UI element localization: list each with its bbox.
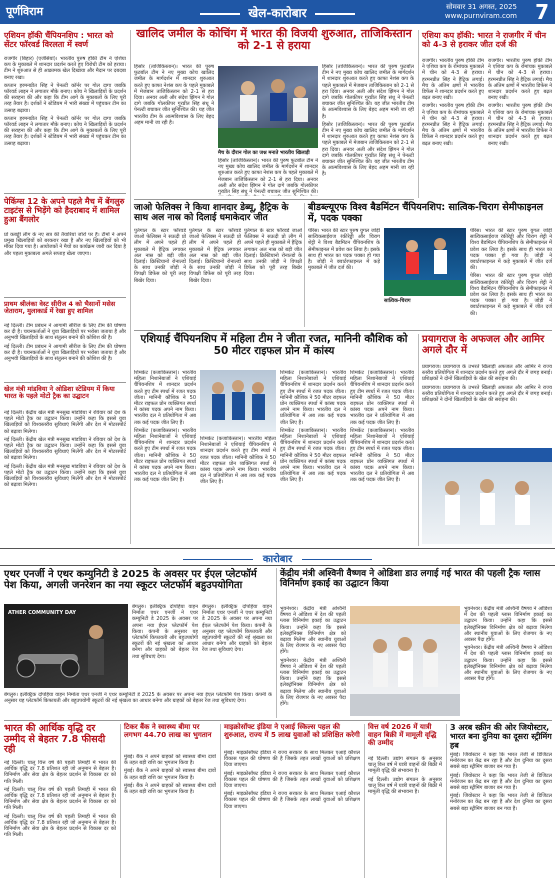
inauguration-illustration bbox=[350, 606, 460, 716]
shooters-illustration bbox=[200, 370, 276, 432]
article-body-repeat: राजगीर। भारतीय पुरुष हॉकी टीम ने एशिया कप के रोमांचक मुकाबले में चीन को 4-3 से हराया। हरमनप्रीत सिंह ने हैट्रिक लगाई। मैच के अंतिम क्षणों में भारतीय डिफेंस ने शानदार प्रदर्शन करते हुए बढ़त बनाए रखी। bbox=[422, 103, 484, 147]
divider bbox=[4, 297, 126, 298]
business-section-title: कारोबार bbox=[0, 551, 555, 565]
section-title: खेल-कारोबार bbox=[0, 4, 555, 21]
football-photo-caption: मैच के दौरान गोल का जश्न मनाते भारतीय खिलाड़ी bbox=[218, 150, 310, 156]
headline-jiostar: 3 अरब स्क्रीन की ओर जियोस्टार, भारत बना दुनिया का दूसरा स्ट्रीमिंग हब bbox=[450, 723, 552, 750]
article-vaishnaw-col3 bbox=[464, 606, 552, 716]
page-header bbox=[0, 0, 555, 24]
article-body-repeat: भुवनेश्वर। केंद्रीय मंत्री अश्विनी वैष्णव ने ओडिशा में देश की पहली ग्लास विनिर्माण इकाई का उद्घाटन किया। उन्होंने कहा कि इससे इलेक्ट्रॉनिक्स विनिर्माण क्षेत्र को बढ़ावा मिलेगा और स्थानीय युवाओं के लिए रोजगार के नए अवसर पैदा होंगे। bbox=[280, 657, 346, 708]
article-body: बेंगलुरु। इलेक्ट्रिक दोपहिया वाहन निर्माता एथर एनर्जी ने एथर कम्युनिटी डे 2025 के अवसर पर अपना नया ईएल प्लेटफॉर्म पेश किया। कंपनी के अनुसार यह प्लेटफॉर्म किफायती और बहुउपयोगी स्कूटरों की नई श्रृंखला का आधार बनेगा और ग्राहकों को बेहतर रेंज तथा सुविधाएं देगा। bbox=[202, 604, 272, 654]
headline-asia-cup: एशिया कप हॉकी: भारत ने राजगीर में चीन को 4-3 से हराकर जीत दर्ज की bbox=[422, 31, 547, 49]
article-body: शिमकेंट (कजाकिस्तान)। भारतीय महिला निशानेबाजों ने एशियाई चैंपियनशिप में शानदार प्रदर्शन करते हुए टीम स्पर्धा में रजत पदक जीता। मानिनी कौशिक ने 50 मीटर राइफल प्रोन व्यक्तिगत स्पर्धा में कांस्य पदक अपने नाम किया। भारतीय दल ने प्रतियोगिता में अब तक कई पदक जीत लिए हैं। bbox=[280, 370, 346, 426]
scooter-illustration bbox=[4, 604, 128, 688]
column-rule bbox=[418, 334, 419, 546]
article-jiostar bbox=[450, 752, 552, 878]
article-body-repeat: नई दिल्ली। केंद्रीय खेल मंत्री मनसुख मांडविया ने रविवार को देश के पहले मोटो ट्रैक का उद्घाटन किया। उन्होंने कहा कि इससे युवा खिलाड़ियों को विश्वस्तरीय सुविधाएं मिलेंगी और देश में मोटरस्पोर्ट को बढ़ावा मिलेगा। bbox=[4, 463, 126, 489]
headline-football: खालिद जमील के कोचिंग में भारत की विजयी शुरुआत, ताजिकिस्तान को 2-1 से हराया bbox=[136, 27, 412, 53]
divider bbox=[4, 193, 126, 194]
article-hockey-gold bbox=[4, 56, 126, 190]
article-vehicle-sales bbox=[368, 756, 442, 878]
article-kabaddi bbox=[4, 232, 126, 294]
business-section-band bbox=[0, 548, 555, 566]
article-body: हिसोर (ताजिकिस्तान)। भारत की पुरुष फुटबॉल टीम ने नए मुख्य कोच खालिद जमील के मार्गदर्शन में शानदार शुरुआत करते हुए काफा नेशंस कप के पहले मुकाबले में मेजबान ताजिकिस्तान को 2-1 से हरा दिया। अनवर अली और संदेश झिंगन ने गोल दागे जबकि गोलकीपर गुरप्रीत सिंह संधू ने पेनल्टी बचाकर जीत सुनिश्चित की। bbox=[218, 158, 318, 196]
article-body: नई दिल्ली। टीम प्रबंधन ने आगामी सीरीज के लिए टीम की घोषणा कर दी है। चयनकर्ताओं ने युवा खिलाड़ियों पर भरोसा जताया है और अनुभवी खिलाड़ियों के साथ संतुलन बनाने की कोशिश की है। bbox=[4, 323, 126, 342]
article-felix-col3 bbox=[244, 228, 302, 326]
article-gdp bbox=[4, 760, 116, 878]
article-body: राजगीर। भारतीय पुरुष हॉकी टीम ने एशिया कप के रोमांचक मुकाबले में चीन को 4-3 से हराया। हरमनप्रीत सिंह ने हैट्रिक लगाई। मैच के अंतिम क्षणों में भारतीय डिफेंस ने शानदार प्रदर्शन करते हुए बढ़त बनाए रखी। bbox=[422, 58, 484, 102]
article-body-repeat: हिसोर (ताजिकिस्तान)। भारत की पुरुष फुटबॉल टीम ने नए मुख्य कोच खालिद जमील के मार्गदर्शन में शानदार शुरुआत करते हुए काफा नेशंस कप के पहले मुकाबले में मेजबान ताजिकिस्तान को 2-1 से हरा दिया। अनवर अली और संदेश झिंगन ने गोल दागे जबकि गोलकीपर गुरप्रीत सिंह संधू ने पेनल्टी बचाकर जीत सुनिश्चित की। यह जीत भारतीय टीम के आत्मविश्वास के लिए बेहद अहम मानी जा रही है। bbox=[322, 121, 414, 178]
article-body-repeat: मुंबई। बैंक ने अपने ग्राहकों को स्वास्थ्य बीमा दावों के तहत बड़ी राशि का भुगतान किया है। bbox=[124, 782, 216, 796]
column-rule bbox=[304, 203, 305, 327]
article-body: प्रो कबड्डी लीग के नए सत्र की तैयारियां जोरों पर हैं। टीमों ने अपने प्रमुख खिलाड़ियों को बरकरार रखा है और नए खिलाड़ियों को भी मौका दिया गया है। आयोजकों ने मैचों का कार्यक्रम जारी कर दिया है और पहला मुकाबला अगले सप्ताह खेला जाएगा। bbox=[4, 232, 126, 257]
article-body-repeat: प्रयागराज। प्रयागराज के उभरते खिलाड़ी अफजल और आमिर ने राज्य स्तरीय प्रतियोगिता में शानदार प्रदर्शन करते हुए अगले दौर में जगह बनाई। प्रशिक्षकों ने दोनों खिलाड़ियों के खेल की सराहना की। bbox=[422, 384, 552, 404]
article-body-repeat: राजगीर। भारतीय पुरुष हॉकी टीम ने एशिया कप के रोमांचक मुकाबले में चीन को 4-3 से हराया। हरमनप्रीत सिंह ने हैट्रिक लगाई। मैच के अंतिम क्षणों में भारतीय डिफेंस ने शानदार प्रदर्शन करते हुए बढ़त बनाए रखी। bbox=[488, 103, 552, 147]
ather-photo bbox=[4, 604, 128, 688]
article-body-repeat: मुंबई। माइक्रोसॉफ्ट इंडिया ने राज्य सरकार के साथ मिलकर एआई कौशल विकास पहल की घोषणा की है जिसके तहत लाखों युवाओं को प्रशिक्षण दिया जाएगा। bbox=[224, 791, 360, 810]
article-ather-footer bbox=[4, 692, 272, 716]
article-felix-col2 bbox=[189, 228, 241, 326]
football-photo bbox=[218, 66, 318, 148]
article-football-col2 bbox=[218, 158, 318, 196]
article-body-repeat: भुवनेश्वर। केंद्रीय मंत्री अश्विनी वैष्णव ने ओडिशा में देश की पहली ग्लास विनिर्माण इकाई का उद्घाटन किया। उन्होंने कहा कि इससे इलेक्ट्रॉनिक्स विनिर्माण क्षेत्र को बढ़ावा मिलेगा और स्थानीय युवाओं के लिए रोजगार के नए अवसर पैदा होंगे। bbox=[464, 645, 552, 683]
article-body: बेंगलुरु। इलेक्ट्रिक दोपहिया वाहन निर्माता एथर एनर्जी ने एथर कम्युनिटी डे 2025 के अवसर पर अपना नया ईएल प्लेटफॉर्म पेश किया। कंपनी के अनुसार यह प्लेटफॉर्म किफायती और बहुउपयोगी स्कूटरों की नई श्रृंखला का आधार बनेगा और ग्राहकों को बेहतर रेंज तथा सुविधाएं देगा। bbox=[132, 604, 198, 660]
headline-shooting: एशियाई चैंपियनशिप में महिला टीम ने जीता रजत, मानिनी कौशिक को 50 मीटर राइफल प्रोन में कांस्य bbox=[140, 333, 408, 357]
article-body: मुंबई। बैंक ने अपने ग्राहकों को स्वास्थ्य बीमा दावों के तहत बड़ी राशि का भुगतान किया है। bbox=[124, 754, 216, 767]
headline-hockey-gold: एशियन हॉकी चैंपियनशिप : भारत को सेंटर फॉरवर्ड विरलता में स्वर्ण bbox=[4, 31, 114, 49]
headline-vehicle-sales: वित्त वर्ष 2026 में यात्री वाहन बिक्री में मामूली वृद्धि की उम्मीद bbox=[368, 723, 437, 747]
article-body: पुर्तगाल के स्टार फॉरवर्ड जाओ फेलिक्स ने सऊदी प्रो लीग में अपने पहले ही मुकाबले में हैट्रिक लगाकर अल नास्र को बड़ी जीत दिलाई। क्रिस्टियानो रोनाल्डो के साथ उनकी जोड़ी ने विपक्षी डिफेंस को पूरी तरह बिखेर दिया। bbox=[244, 228, 302, 278]
article-asia-cup-col1 bbox=[422, 58, 484, 196]
article-shooting-col1 bbox=[134, 370, 196, 546]
badminton-players-illustration bbox=[384, 228, 466, 296]
article-body-repeat: नई दिल्ली। चालू वित्त वर्ष की पहली तिमाही में भारत की आर्थिक वृद्धि दर 7.8 प्रतिशत रही जो अनुमान से बेहतर है। विनिर्माण और सेवा क्षेत्र के बेहतर प्रदर्शन से विकास दर को गति मिली। bbox=[4, 786, 116, 812]
column-rule bbox=[446, 724, 447, 878]
players-illustration bbox=[218, 66, 318, 148]
column-rule bbox=[276, 568, 277, 718]
article-body: शिमकेंट (कजाकिस्तान)। भारतीय महिला निशानेबाजों ने एशियाई चैंपियनशिप में शानदार प्रदर्शन करते हुए टीम स्पर्धा में रजत पदक जीता। मानिनी कौशिक ने 50 मीटर राइफल प्रोन व्यक्तिगत स्पर्धा में कांस्य पदक अपने नाम किया। भारतीय दल ने प्रतियोगिता में अब तक कई पदक जीत लिए हैं। bbox=[350, 370, 414, 426]
headline-badminton: बीडब्ल्यूएफ विश्व बैडमिंटन चैंपियनशिप: सात्विक-चिराग सेमीफाइनल में, पदक पक्का bbox=[308, 202, 544, 224]
column-rule bbox=[418, 30, 419, 198]
article-series bbox=[4, 323, 126, 379]
header-date-block bbox=[445, 3, 517, 21]
badminton-photo bbox=[384, 228, 466, 296]
article-body: हिसोर (ताजिकिस्तान)। भारत की पुरुष फुटबॉल टीम ने नए मुख्य कोच खालिद जमील के मार्गदर्शन में शानदार शुरुआत करते हुए काफा नेशंस कप के पहले मुकाबले में मेजबान ताजिकिस्तान को 2-1 से हरा दिया। अनवर अली और संदेश झिंगन ने गोल दागे जबकि गोलकीपर गुरप्रीत सिंह संधू ने पेनल्टी बचाकर जीत सुनिश्चित की। यह जीत भारतीय टीम के आत्मविश्वास के लिए बेहद अहम मानी जा रही है। bbox=[322, 64, 414, 120]
article-badminton-col3 bbox=[470, 228, 552, 326]
article-body: बेंगलुरु। इलेक्ट्रिक दोपहिया वाहन निर्माता एथर एनर्जी ने एथर कम्युनिटी डे 2025 के अवसर पर अपना नया ईएल प्लेटफॉर्म पेश किया। कंपनी के अनुसार यह प्लेटफॉर्म किफायती और बहुउपयोगी स्कूटरों की नई श्रृंखला का आधार बनेगा और ग्राहकों को बेहतर रेंज तथा सुविधाएं देगा। bbox=[4, 692, 272, 705]
article-shooting-col2 bbox=[200, 436, 276, 546]
article-shooting-col3 bbox=[280, 370, 346, 546]
article-lead: राजगीर (बिहार) (एजेंसियां)। भारतीय पुरुष हॉकी टीम ने एशिया कप के मुकाबले में शानदार प्रदर्शन करते हुए विरोधी टीम को हराया। टीम ने शुरुआत से ही आक्रामक खेल दिखाया और मैदान पर दबदबा बनाए रखा। bbox=[4, 56, 126, 81]
article-body-repeat: शिमकेंट (कजाकिस्तान)। भारतीय महिला निशानेबाजों ने एशियाई चैंपियनशिप में शानदार प्रदर्शन करते हुए टीम स्पर्धा में रजत पदक जीता। मानिनी कौशिक ने 50 मीटर राइफल प्रोन व्यक्तिगत स्पर्धा में कांस्य पदक अपने नाम किया। भारतीय दल ने प्रतियोगिता में अब तक कई पदक जीत लिए हैं। bbox=[350, 427, 414, 484]
article-body: भुवनेश्वर। केंद्रीय मंत्री अश्विनी वैष्णव ने ओडिशा में देश की पहली ग्लास विनिर्माण इकाई का उद्घाटन किया। उन्होंने कहा कि इससे इलेक्ट्रॉनिक्स विनिर्माण क्षेत्र को बढ़ावा मिलेगा और स्थानीय युवाओं के लिए रोजगार के नए अवसर पैदा होंगे। bbox=[280, 606, 346, 656]
article-body-repeat: नई दिल्ली। टीम प्रबंधन ने आगामी सीरीज के लिए टीम की घोषणा कर दी है। चयनकर्ताओं ने युवा खिलाड़ियों पर भरोसा जताया है और अनुभवी खिलाड़ियों के साथ संतुलन बनाने की कोशिश की है। bbox=[4, 343, 126, 363]
article-body: शिमकेंट (कजाकिस्तान)। भारतीय महिला निशानेबाजों ने एशियाई चैंपियनशिप में शानदार प्रदर्शन करते हुए टीम स्पर्धा में रजत पदक जीता। मानिनी कौशिक ने 50 मीटर राइफल प्रोन व्यक्तिगत स्पर्धा में कांस्य पदक अपने नाम किया। भारतीय दल ने प्रतियोगिता में अब तक कई पदक जीत लिए हैं। bbox=[200, 436, 276, 486]
divider bbox=[4, 382, 126, 383]
article-badminton-col1 bbox=[308, 228, 380, 326]
article-body-repeat: मुंबई। बैंक ने अपने ग्राहकों को स्वास्थ्य बीमा दावों के तहत बड़ी राशि का भुगतान किया है। bbox=[124, 768, 216, 781]
article-body: राजगीर। भारतीय पुरुष हॉकी टीम ने एशिया कप के रोमांचक मुकाबले में चीन को 4-3 से हराया। हरमनप्रीत सिंह ने हैट्रिक लगाई। मैच के अंतिम क्षणों में भारतीय डिफेंस ने शानदार प्रदर्शन करते हुए बढ़त बनाए रखी। bbox=[488, 58, 552, 102]
article-body: शिमकेंट (कजाकिस्तान)। भारतीय महिला निशानेबाजों ने एशियाई चैंपियनशिप में शानदार प्रदर्शन करते हुए टीम स्पर्धा में रजत पदक जीता। मानिनी कौशिक ने 50 मीटर राइफल प्रोन व्यक्तिगत स्पर्धा में कांस्य पदक अपने नाम किया। भारतीय दल ने प्रतियोगिता में अब तक कई पदक जीत लिए हैं। bbox=[134, 370, 196, 426]
article-moto-track bbox=[4, 410, 126, 545]
article-vaishnaw-col1 bbox=[280, 606, 346, 716]
article-body-repeat: मुंबई। जियोस्टार ने कहा कि भारत तेजी से डिजिटल मनोरंजन का केंद्र बन रहा है और देश दुनिया का दूसरा सबसे बड़ा स्ट्रीमिंग बाजार बन गया है। bbox=[450, 793, 552, 812]
article-body-repeat: कप्तान हरमनप्रीत सिंह ने पेनल्टी कॉर्नर पर गोल दागा जबकि फॉरवर्ड लाइन ने लगातार मौके बनाए। कोच ने खिलाड़ियों के प्रदर्शन की सराहना की और कहा कि टीम आगे के मुकाबलों के लिए पूरी तरह तैयार है। दर्शकों ने स्टेडियम में भारी संख्या में पहुंचकर टीम का उत्साह बढ़ाया। bbox=[4, 115, 126, 147]
headline-series: प्राथम श्रीलंका वेस्ट सीरीज 4 को भैसानों मसेस जेताराम, मुलाकार्ड में रेखा हुए शामिल bbox=[4, 300, 116, 316]
divider bbox=[4, 720, 552, 721]
article-body: नई दिल्ली। चालू वित्त वर्ष की पहली तिमाही में भारत की आर्थिक वृद्धि दर 7.8 प्रतिशत रही जो अनुमान से बेहतर है। विनिर्माण और सेवा क्षेत्र के बेहतर प्रदर्शन से विकास दर को गति मिली। bbox=[4, 760, 116, 785]
article-prayagraj bbox=[422, 364, 552, 444]
article-body: भुवनेश्वर। केंद्रीय मंत्री अश्विनी वैष्णव ने ओडिशा में देश की पहली ग्लास विनिर्माण इकाई का उद्घाटन किया। उन्होंने कहा कि इससे इलेक्ट्रॉनिक्स विनिर्माण क्षेत्र को बढ़ावा मिलेगा और स्थानीय युवाओं के लिए रोजगार के नए अवसर पैदा होंगे। bbox=[464, 606, 552, 644]
article-ather-col2 bbox=[132, 604, 198, 690]
column-rule bbox=[130, 30, 131, 544]
header-website: www.purnviram.com bbox=[444, 12, 517, 20]
headline-bank: टिकर बैंक ने स्वास्थ्य बीमा पर लगभग 44.70 लाख का भुगतान bbox=[124, 723, 212, 739]
newspaper-logo: पूर्णविराम bbox=[6, 5, 44, 18]
column-rule bbox=[364, 724, 365, 878]
headline-felix: जाओ फेलिक्स ने किया शानदार डेब्यू, हैट्रिक के साथ अल नास्र को दिलाई धमाकेदार जीत bbox=[134, 203, 289, 224]
article-body-repeat: शिमकेंट (कजाकिस्तान)। भारतीय महिला निशानेबाजों ने एशियाई चैंपियनशिप में शानदार प्रदर्शन करते हुए टीम स्पर्धा में रजत पदक जीता। मानिनी कौशिक ने 50 मीटर राइफल प्रोन व्यक्तिगत स्पर्धा में कांस्य पदक अपने नाम किया। भारतीय दल ने प्रतियोगिता में अब तक कई पदक जीत लिए हैं। bbox=[280, 427, 346, 484]
article-body-repeat: नई दिल्ली। उद्योग संगठन के अनुसार चालू वित्त वर्ष में यात्री वाहनों की बिक्री में मामूली वृद्धि की संभावना है। bbox=[368, 776, 442, 796]
headline-ather: एथर एनर्जी ने एथर कम्युनिटी डे 2025 के अवसर पर ईएल प्लेटफॉर्म पेश किया, अगली जनरेशन का नया स्कूटर प्लेटफॉर्म बहुउपयोगिता bbox=[4, 569, 257, 592]
headline-gdp: भारत की आर्थिक वृद्धि दर उम्मीद से बेहतर 7.8 फीसदी रही bbox=[4, 723, 106, 756]
article-football-col3 bbox=[322, 64, 414, 196]
article-body: प्रयागराज। प्रयागराज के उभरते खिलाड़ी अफजल और आमिर ने राज्य स्तरीय प्रतियोगिता में शानदार प्रदर्शन करते हुए अगले दौर में जगह बनाई। प्रशिक्षकों ने दोनों खिलाड़ियों के खेल की सराहना की। bbox=[422, 364, 552, 383]
article-body-repeat: मुंबई। माइक्रोसॉफ्ट इंडिया ने राज्य सरकार के साथ मिलकर एआई कौशल विकास पहल की घोषणा की है जिसके तहत लाखों युवाओं को प्रशिक्षण दिया जाएगा। bbox=[224, 770, 360, 790]
column-rule bbox=[220, 724, 221, 878]
article-body-repeat: नई दिल्ली। चालू वित्त वर्ष की पहली तिमाही में भारत की आर्थिक वृद्धि दर 7.8 प्रतिशत रही जो अनुमान से बेहतर है। विनिर्माण और सेवा क्षेत्र के बेहतर प्रदर्शन से विकास दर को गति मिली। bbox=[4, 813, 116, 839]
article-body: नई दिल्ली। उद्योग संगठन के अनुसार चालू वित्त वर्ष में यात्री वाहनों की बिक्री में मामूली वृद्धि की संभावना है। bbox=[368, 756, 442, 775]
headline-prayagraj: प्रयागराज के अफजल और आमिर अगले दौर में bbox=[422, 334, 545, 357]
article-body: मुंबई। जियोस्टार ने कहा कि भारत तेजी से डिजिटल मनोरंजन का केंद्र बन रहा है और देश दुनिया का दूसरा सबसे बड़ा स्ट्रीमिंग बाजार बन गया है। bbox=[450, 752, 552, 771]
article-bank bbox=[124, 754, 216, 878]
article-asia-cup-col2 bbox=[488, 58, 552, 196]
vaishnaw-photo bbox=[350, 606, 460, 716]
article-felix-col1 bbox=[134, 228, 186, 326]
column-rule bbox=[120, 724, 121, 878]
article-body: पुर्तगाल के स्टार फॉरवर्ड जाओ फेलिक्स ने सऊदी प्रो लीग में अपने पहले ही मुकाबले में हैट्रिक लगाकर अल नास्र को बड़ी जीत दिलाई। क्रिस्टियानो रोनाल्डो के साथ उनकी जोड़ी ने विपक्षी डिफेंस को पूरी तरह बिखेर दिया। bbox=[189, 228, 241, 284]
headline-moto-track: खेल मंत्री मांडविया ने ओडिशा स्टेडियम में किया भारत के पहले मोटो ट्रैक का उद्घाटन bbox=[4, 385, 115, 401]
divider bbox=[134, 330, 552, 331]
article-shooting-col4 bbox=[350, 370, 414, 546]
article-body: नई दिल्ली। केंद्रीय खेल मंत्री मनसुख मांडविया ने रविवार को देश के पहले मोटो ट्रैक का उद्घाटन किया। उन्होंने कहा कि इससे युवा खिलाड़ियों को विश्वस्तरीय सुविधाएं मिलेंगी और देश में मोटरस्पोर्ट को बढ़ावा मिलेगा। bbox=[4, 410, 126, 435]
article-ather-col3 bbox=[202, 604, 272, 690]
article-body: हिसोर (ताजिकिस्तान)। भारत की पुरुष फुटबॉल टीम ने नए मुख्य कोच खालिद जमील के मार्गदर्शन में शानदार शुरुआत करते हुए काफा नेशंस कप के पहले मुकाबले में मेजबान ताजिकिस्तान को 2-1 से हरा दिया। अनवर अली और संदेश झिंगन ने गोल दागे जबकि गोलकीपर गुरप्रीत सिंह संधू ने पेनल्टी बचाकर जीत सुनिश्चित की। यह जीत भारतीय टीम के आत्मविश्वास के लिए बेहद अहम मानी जा रही है। bbox=[134, 64, 214, 126]
prayagraj-photo bbox=[422, 448, 552, 544]
article-body: पेरिस। भारत की स्टार पुरुष युगल जोड़ी सात्विकसाईराज रंकीरेड्डी और चिराग शेट्टी ने विश्व बैडमिंटन चैंपियनशिप के सेमीफाइनल में प्रवेश कर लिया है। इसके साथ ही भारत का पदक पक्का हो गया है। जोड़ी ने क्वार्टरफाइनल में कड़े मुकाबले में जीत दर्ज की। bbox=[308, 228, 380, 272]
page-number: 7 bbox=[535, 0, 549, 24]
article-body: पेरिस। भारत की स्टार पुरुष युगल जोड़ी सात्विकसाईराज रंकीरेड्डी और चिराग शेट्टी ने विश्व बैडमिंटन चैंपियनशिप के सेमीफाइनल में प्रवेश कर लिया है। इसके साथ ही भारत का पदक पक्का हो गया है। जोड़ी ने क्वार्टरफाइनल में कड़े मुकाबले में जीत दर्ज की। bbox=[470, 228, 552, 272]
headline-vaishnaw: केंद्रीय मंत्री अश्विनी वैष्णव ने ओडिशा डाउ लगाई गई भारत की पहली ट्रैक ग्लास विनिर्माण इकाई का उद्घाटन किया bbox=[280, 569, 541, 590]
shooting-team-photo bbox=[200, 370, 276, 432]
article-body-repeat: शिमकेंट (कजाकिस्तान)। भारतीय महिला निशानेबाजों ने एशियाई चैंपियनशिप में शानदार प्रदर्शन करते हुए टीम स्पर्धा में रजत पदक जीता। मानिनी कौशिक ने 50 मीटर राइफल प्रोन व्यक्तिगत स्पर्धा में कांस्य पदक अपने नाम किया। भारतीय दल ने प्रतियोगिता में अब तक कई पदक जीत लिए हैं। bbox=[134, 427, 196, 484]
article-body: पुर्तगाल के स्टार फॉरवर्ड जाओ फेलिक्स ने सऊदी प्रो लीग में अपने पहले ही मुकाबले में हैट्रिक लगाकर अल नास्र को बड़ी जीत दिलाई। क्रिस्टियानो रोनाल्डो के साथ उनकी जोड़ी ने विपक्षी डिफेंस को पूरी तरह बिखेर दिया। bbox=[134, 228, 186, 284]
headline-kabaddi: पेकिंग्स 12 के अपने पहले मैच में बेंगलुरु टाइटंस से भिड़ेंगे को हैदराबाद में शामिल हुआ बैंगलोर bbox=[4, 197, 125, 224]
badminton-photo-caption: सात्विक-चिराग bbox=[384, 298, 411, 304]
headline-microsoft: माइक्रोसॉफ्ट इंडिया ने एआई स्किल्स पहल की शुरुआत, राज्य में 5 लाख युवाओं को प्रशिक्षित करेगी bbox=[224, 723, 360, 739]
article-body: कप्तान हरमनप्रीत सिंह ने पेनल्टी कॉर्नर पर गोल दागा जबकि फॉरवर्ड लाइन ने लगातार मौके बनाए। कोच ने खिलाड़ियों के प्रदर्शन की सराहना की और कहा कि टीम आगे के मुकाबलों के लिए पूरी तरह तैयार है। दर्शकों ने स्टेडियम में भारी संख्या में पहुंचकर टीम का उत्साह बढ़ाया। bbox=[4, 82, 126, 114]
article-football-col1 bbox=[134, 64, 214, 196]
ather-photo-caption: ATHER COMMUNITY DAY bbox=[8, 610, 76, 616]
header-date: सोमवार 31 अगस्त, 2025 bbox=[446, 3, 517, 11]
article-body-repeat: पेरिस। भारत की स्टार पुरुष युगल जोड़ी सात्विकसाईराज रंकीरेड्डी और चिराग शेट्टी ने विश्व बैडमिंटन चैंपियनशिप के सेमीफाइनल में प्रवेश कर लिया है। इसके साथ ही भारत का पदक पक्का हो गया है। जोड़ी ने क्वार्टरफाइनल में कड़े मुकाबले में जीत दर्ज की। bbox=[470, 273, 552, 317]
article-body-repeat: नई दिल्ली। केंद्रीय खेल मंत्री मनसुख मांडविया ने रविवार को देश के पहले मोटो ट्रैक का उद्घाटन किया। उन्होंने कहा कि इससे युवा खिलाड़ियों को विश्वस्तरीय सुविधाएं मिलेंगी और देश में मोटरस्पोर्ट को बढ़ावा मिलेगा। bbox=[4, 436, 126, 462]
article-microsoft bbox=[224, 750, 360, 878]
prayagraj-players-illustration bbox=[422, 448, 552, 544]
divider bbox=[134, 199, 414, 200]
article-body: मुंबई। माइक्रोसॉफ्ट इंडिया ने राज्य सरकार के साथ मिलकर एआई कौशल विकास पहल की घोषणा की है जिसके तहत लाखों युवाओं को प्रशिक्षण दिया जाएगा। bbox=[224, 750, 360, 769]
article-body-repeat: मुंबई। जियोस्टार ने कहा कि भारत तेजी से डिजिटल मनोरंजन का केंद्र बन रहा है और देश दुनिया का दूसरा सबसे बड़ा स्ट्रीमिंग बाजार बन गया है। bbox=[450, 772, 552, 792]
